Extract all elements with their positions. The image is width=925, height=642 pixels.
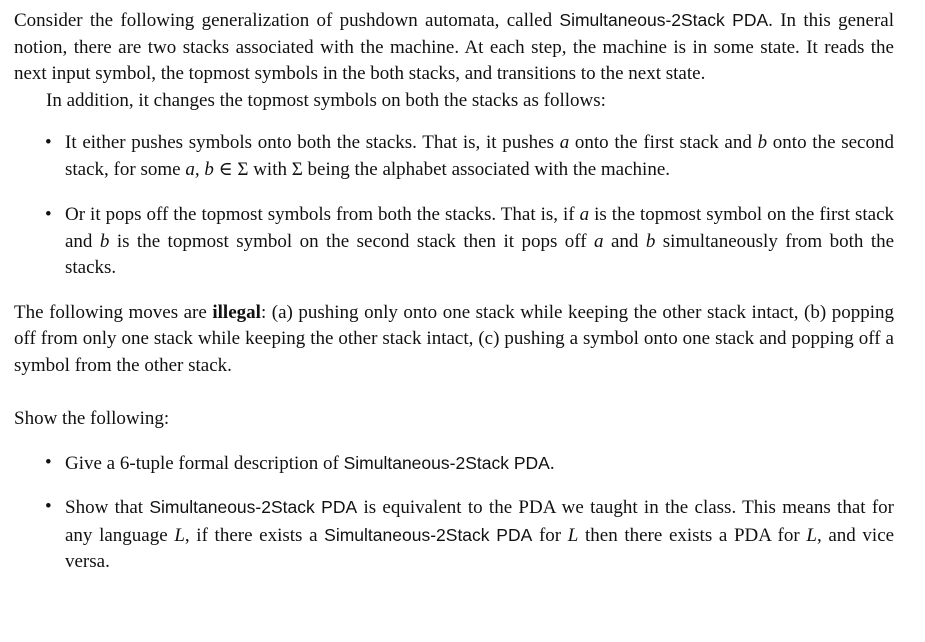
list-item-push: • It either pushes symbols onto both the stacks. That is, it pushes a onto the first stack and b onto the second stack, for some a, b ∈ Σ with Σ being the alphabet associated with the machine.: [45, 132, 894, 180]
list-item-task-2: • Show that Simultaneous-2Stack PDA is equivalent to the PDA we taught in the class. This means that for any language L, if there exists a Simultaneous-2Stack PDA for L then there exists a PDA for L, and vice versa.: [45, 496, 895, 572]
intro-text-1: Consider the following generalization of pushdown automata, called: [14, 10, 553, 31]
list-item-pop: • Or it pops off the topmost symbols from both the stacks. That is, if a is the topmost symbol on the first stack and b is the topmost symbol on the second stack then it pops off a and b simultaneously from both the stacks.: [45, 204, 895, 278]
term-simultaneous-2stack: Simultaneous-2Stack PDA: [559, 10, 769, 30]
bullet-icon: •: [45, 132, 52, 153]
problem-text: [14, 7, 894, 576]
illegal-paragraph: The following moves are illegal: (a) pushing only onto one stack while keeping the other stack intact, (b) popping off from only one stack while keeping the other stack intact, (c) pushing a symbol onto one stack and popping off a symbol from the other stack.: [14, 301, 895, 376]
intro-text-2: In this general notion, there are two stacks associated with the machine. At each step, the machine is in some state. It reads the next input symbol, the topmost symbols in the both stacks, and transitions to the next state.: [14, 10, 895, 84]
illegal-bold: illegal: [212, 301, 261, 323]
list-item-task-1: • Give a 6-tuple formal description of Simultaneous-2Stack PDA.: [14, 450, 894, 478]
bullet-icon: •: [45, 204, 52, 225]
bullet-icon: •: [45, 496, 52, 517]
moves-list: [14, 130, 894, 282]
bullet-icon: •: [45, 451, 52, 473]
addition-paragraph: In addition, it changes the topmost symbols on both the stacks as follows:: [46, 89, 606, 111]
tasks-list: [14, 450, 894, 576]
intro-paragraph: Consider the following generalization of pushdown automata, called Simultaneous-2Stack PDA. In this general notion, there are two stacks associated with the machine. At each step, the machine is in some state. It reads the next input symbol, the topmost symbols in the both stacks, and transitions to the next state.: [14, 10, 895, 84]
show-heading: Show the following:: [14, 408, 170, 429]
